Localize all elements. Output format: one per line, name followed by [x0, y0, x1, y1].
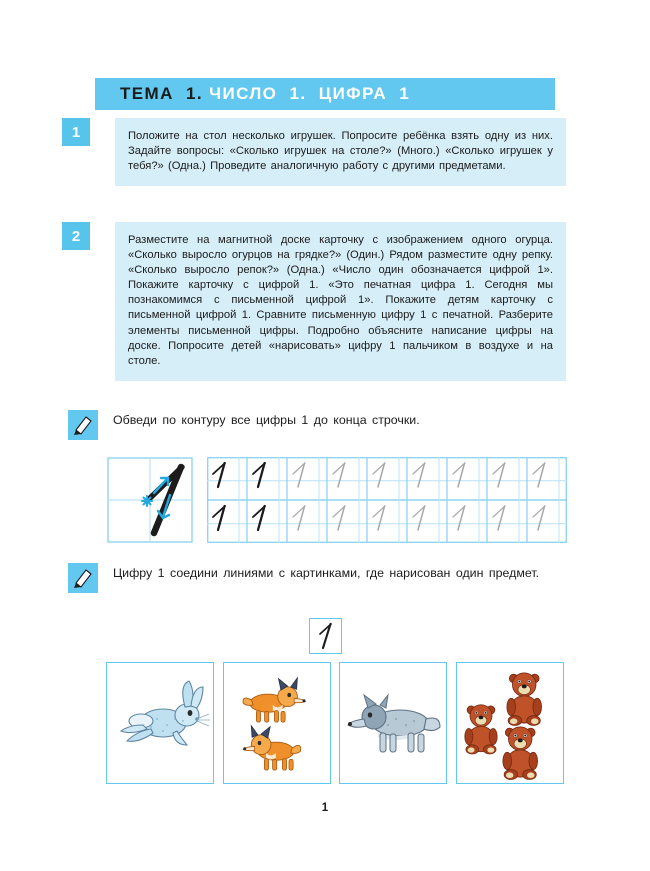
wolf-icon — [340, 663, 445, 782]
exercise-text: Разместите на магнитной доске карточку с изображением одного огурца. «Сколько выросло огурцов на грядке?» (Один.) Рядом разместите одну репку. «Сколько выросло репок?» (Одна.) «Число один обозначается цифрой 1». Покажите карточку с цифрой 1. «Это печатная цифра 1. Сегодня мы познакомимся с письменной цифрой 1». Покажите детям карточку с письменной цифрой 1. Сравните письменную цифру 1 с печатной. Разберите элементы письменной цифры. Подробно объясните написание цифры на доске. Попросите детей «нарисовать» цифру 1 пальчиком в воздухе и на столе. — [128, 234, 553, 367]
page-number: 1 — [321, 802, 329, 814]
page-title — [120, 84, 410, 104]
exercise-body — [115, 222, 566, 381]
exercise-body — [115, 118, 566, 186]
stroke-direction-demo — [107, 457, 193, 548]
pencil-icon — [68, 410, 98, 440]
practice-grid[interactable] — [207, 457, 567, 548]
hare-icon — [107, 663, 212, 782]
picture-row — [106, 662, 564, 784]
page-title-prefix: ТЕМА 1. — [120, 84, 210, 103]
exercise-number-badge: 2 — [62, 222, 90, 250]
fox-icon — [224, 663, 329, 782]
instruction-text: Цифру 1 соедини линиями с картинками, где нарисован один предмет. — [113, 566, 540, 580]
numeral-card-one[interactable] — [309, 618, 342, 654]
bear-icon — [457, 663, 562, 782]
exercise-number-badge: 1 — [62, 118, 90, 146]
instruction-text: Обведи по контуру все цифры 1 до конца строчки. — [113, 413, 420, 427]
exercise-text: Положите на стол несколько игрушек. Попросите ребёнка взять одну из них. Задайте вопросы: «Сколько игрушек на столе?» (Много.) «Сколько игрушек у тебя?» (Одна.) Проведите аналогичную работу с другими предметами. — [128, 130, 553, 173]
page-title-bar — [95, 78, 555, 110]
picture-box-wolf[interactable] — [339, 662, 447, 784]
picture-box-hare[interactable] — [106, 662, 214, 784]
picture-box-foxes[interactable] — [223, 662, 331, 784]
pencil-icon — [68, 563, 98, 593]
stroke-start-marker — [142, 496, 152, 506]
page-title-rest: ЧИСЛО 1. ЦИФРА 1 — [209, 84, 411, 103]
picture-box-bears[interactable] — [456, 662, 564, 784]
